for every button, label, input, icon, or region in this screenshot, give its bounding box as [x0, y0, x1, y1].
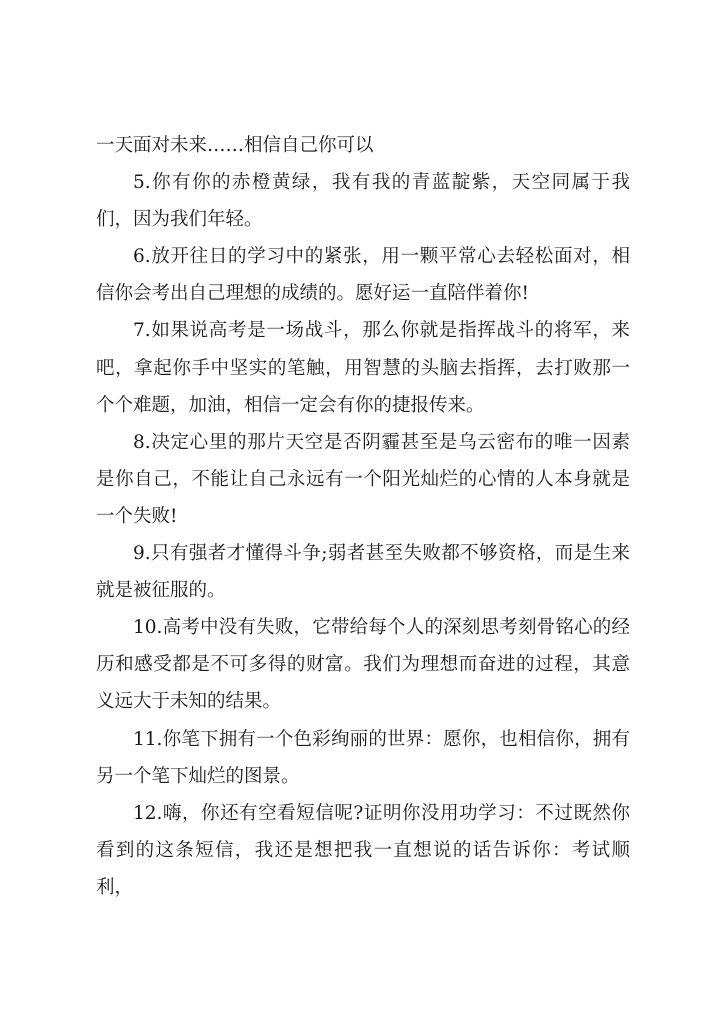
paragraph-item-6: 6.放开往日的学习中的紧张，用一颗平常心去轻松面对，相信你会考出自己理想的成绩的。愿好运一直陪伴着你!	[96, 246, 630, 305]
document-body	[96, 127, 630, 906]
paragraph-item-5: 5.你有你的赤橙黄绿，我有我的青蓝靛紫，天空同属于我们，因为我们年轻。	[96, 172, 630, 231]
paragraph-item-7: 7.如果说高考是一场战斗，那么你就是指挥战斗的将军，来吧，拿起你手中坚实的笔触，用智慧的头脑去指挥，去打败那一个个难题，加油，相信一定会有你的捷报传来。	[96, 320, 630, 416]
paragraph-continuation: 一天面对未来……相信自己你可以	[96, 135, 374, 156]
paragraph-item-9: 9.只有强者才懂得斗争;弱者甚至失败都不够资格，而是生来就是被征服的。	[96, 543, 630, 602]
paragraph-item-10: 10.高考中没有失败，它带给每个人的深刻思考刻骨铭心的经历和感受都是不可多得的财富。我们为理想而奋进的过程，其意义远大于未知的结果。	[96, 617, 630, 713]
paragraph-item-11: 11.你笔下拥有一个色彩绚丽的世界：愿你，也相信你，拥有另一个笔下灿烂的图景。	[96, 728, 630, 787]
paragraph-item-8: 8.决定心里的那片天空是否阴霾甚至是乌云密布的唯一因素是你自己，不能让自己永远有一个阳光灿烂的心情的人本身就是一个失败!	[96, 431, 630, 527]
paragraph-item-12: 12.嗨，你还有空看短信呢?证明你没用功学习：不过既然你看到的这条短信，我还是想把我一直想说的话告诉你：考试顺利，	[96, 802, 630, 898]
